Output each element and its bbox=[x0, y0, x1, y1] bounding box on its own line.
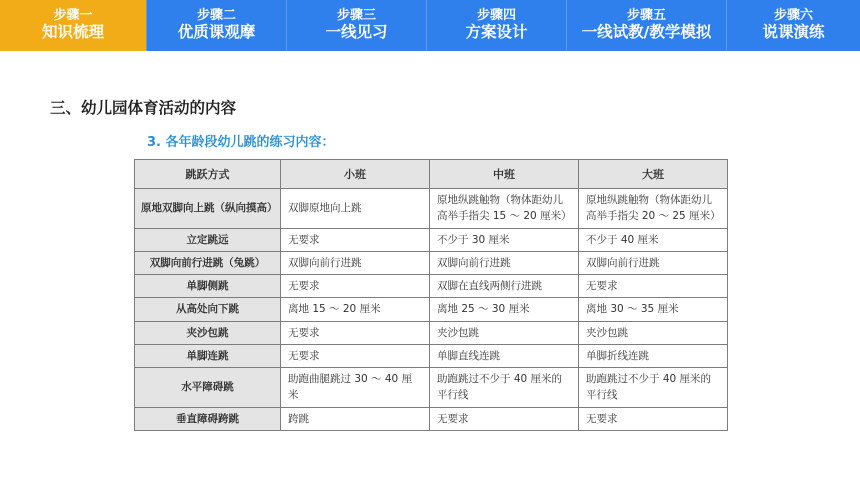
tab-step-4[interactable] bbox=[427, 0, 567, 51]
header-cell: 大班 bbox=[579, 160, 728, 189]
table-cell: 跨跳 bbox=[281, 407, 430, 430]
tab-title: 优质课观摩 bbox=[177, 23, 256, 42]
table-cell: 原地纵跳触物（物体距幼儿高举手指尖 20 ～ 25 厘米） bbox=[579, 189, 728, 229]
table-caption: 3. 各年龄段幼儿跳的练习内容： bbox=[147, 135, 335, 150]
table-cell: 无要求 bbox=[579, 407, 728, 430]
tab-title: 方案设计 bbox=[465, 23, 528, 42]
table-cell: 无要求 bbox=[281, 228, 430, 251]
table-row bbox=[135, 298, 728, 321]
tab-title: 一线见习 bbox=[325, 23, 388, 42]
table-cell: 离地 25 ～ 30 厘米 bbox=[430, 298, 579, 321]
table-cell: 无要求 bbox=[430, 407, 579, 430]
table-cell: 无要求 bbox=[281, 321, 430, 344]
table-cell: 夹沙包跳 bbox=[430, 321, 579, 344]
table-row bbox=[135, 407, 728, 430]
table-cell: 双脚向前行进跳 bbox=[430, 251, 579, 274]
table-cell: 无要求 bbox=[281, 344, 430, 367]
table-row bbox=[135, 275, 728, 298]
tab-step-5[interactable] bbox=[567, 0, 727, 51]
row-label: 垂直障碍跨跳 bbox=[135, 407, 281, 430]
table-cell: 原地纵跳触物（物体距幼儿高举手指尖 15 ～ 20 厘米） bbox=[430, 189, 579, 229]
jump-practice-table bbox=[134, 159, 728, 431]
header-cell: 跳跃方式 bbox=[135, 160, 281, 189]
tab-title: 说课演练 bbox=[762, 23, 825, 42]
section-heading: 三、幼儿园体育活动的内容 bbox=[50, 99, 237, 117]
table-cell: 双脚原地向上跳 bbox=[281, 189, 430, 229]
row-label: 水平障碍跳 bbox=[135, 368, 281, 408]
table-cell: 助跑曲腿跳过 30 ～ 40 厘米 bbox=[281, 368, 430, 408]
table-cell: 无要求 bbox=[579, 275, 728, 298]
table-cell: 离地 30 ～ 35 厘米 bbox=[579, 298, 728, 321]
tab-step-6[interactable] bbox=[727, 0, 860, 51]
table-cell: 单脚直线连跳 bbox=[430, 344, 579, 367]
row-label: 双脚向前行进跳（兔跳） bbox=[135, 251, 281, 274]
table-cell: 助跑跳过不少于 40 厘米的平行线 bbox=[430, 368, 579, 408]
table-cell: 单脚折线连跳 bbox=[579, 344, 728, 367]
tab-step-label: 步骤一 bbox=[53, 8, 93, 24]
tab-title: 一线试教/教学模拟 bbox=[581, 23, 712, 42]
row-label: 单脚侧跳 bbox=[135, 275, 281, 298]
tab-step-label: 步骤四 bbox=[476, 8, 516, 24]
row-label: 单脚连跳 bbox=[135, 344, 281, 367]
header-cell: 中班 bbox=[430, 160, 579, 189]
table-cell: 助跑跳过不少于 40 厘米的平行线 bbox=[579, 368, 728, 408]
tab-step-label: 步骤三 bbox=[336, 8, 376, 24]
table-cell: 双脚向前行进跳 bbox=[579, 251, 728, 274]
table-row bbox=[135, 251, 728, 274]
table-cell: 离地 15 ～ 20 厘米 bbox=[281, 298, 430, 321]
table-row bbox=[135, 344, 728, 367]
tab-step-2[interactable] bbox=[147, 0, 287, 51]
step-nav bbox=[0, 0, 860, 51]
tab-step-label: 步骤二 bbox=[196, 8, 236, 24]
table-row bbox=[135, 321, 728, 344]
row-label: 夹沙包跳 bbox=[135, 321, 281, 344]
header-cell: 小班 bbox=[281, 160, 430, 189]
row-label: 从高处向下跳 bbox=[135, 298, 281, 321]
tab-step-1[interactable] bbox=[0, 0, 147, 51]
table-row bbox=[135, 228, 728, 251]
table-row bbox=[135, 189, 728, 229]
tab-step-label: 步骤五 bbox=[626, 8, 666, 24]
table-header-row bbox=[135, 160, 728, 189]
table-cell: 不少于 30 厘米 bbox=[430, 228, 579, 251]
table-cell: 夹沙包跳 bbox=[579, 321, 728, 344]
row-label: 原地双脚向上跳（纵向摸高） bbox=[135, 189, 281, 229]
row-label: 立定跳远 bbox=[135, 228, 281, 251]
tab-step-label: 步骤六 bbox=[773, 8, 813, 24]
table-cell: 双脚向前行进跳 bbox=[281, 251, 430, 274]
table-cell: 不少于 40 厘米 bbox=[579, 228, 728, 251]
table-cell: 双脚在直线两侧行进跳 bbox=[430, 275, 579, 298]
table-cell: 无要求 bbox=[281, 275, 430, 298]
tab-title: 知识梳理 bbox=[41, 23, 104, 42]
table-row bbox=[135, 368, 728, 408]
tab-step-3[interactable] bbox=[287, 0, 427, 51]
